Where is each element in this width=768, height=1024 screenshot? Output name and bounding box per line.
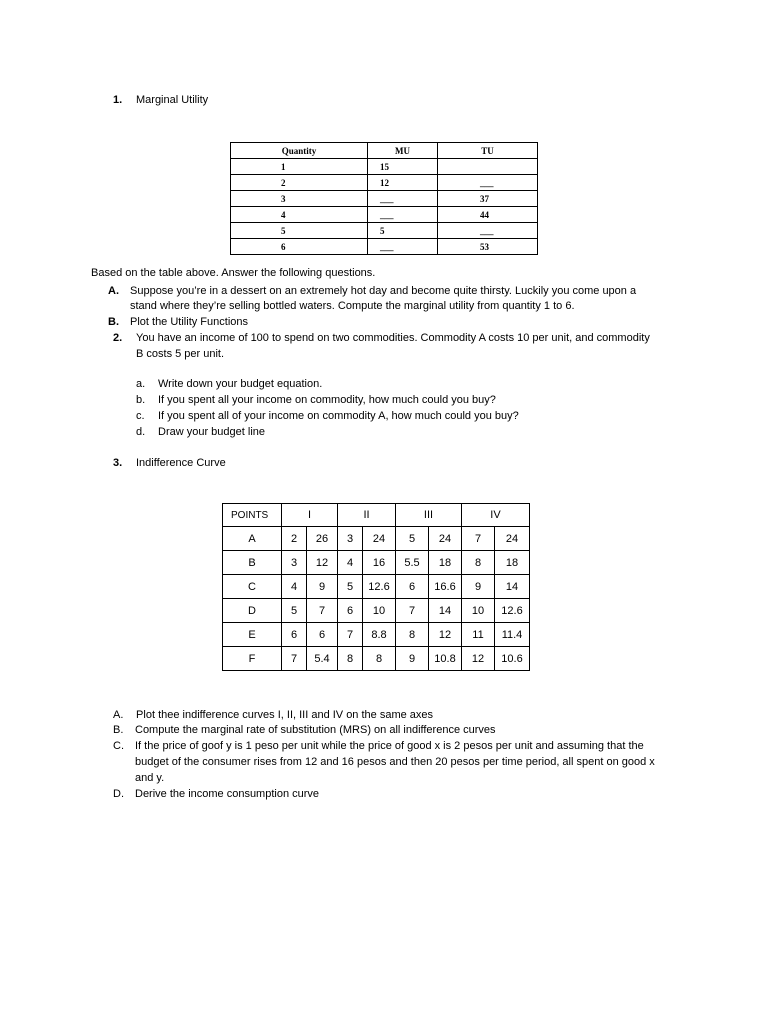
- value-cell: 14: [429, 599, 462, 623]
- table-row: [231, 207, 538, 223]
- table-row: [223, 527, 530, 551]
- value-cell: 18: [429, 551, 462, 575]
- point-label-cell: C: [223, 575, 282, 599]
- value-cell: 5.5: [396, 551, 429, 575]
- value-cell: 4: [282, 575, 307, 599]
- section-2-line-1: You have an income of 100 to spend on two commodities. Commodity A costs 10 per unit, and commodity: [136, 332, 650, 344]
- table-row: [223, 647, 530, 671]
- value-cell: 5: [396, 527, 429, 551]
- mu-cell: 15: [368, 159, 438, 175]
- value-cell: 12: [429, 623, 462, 647]
- value-cell: 9: [462, 575, 495, 599]
- column-header-mu: MU: [368, 143, 438, 159]
- q3-a-letter: A.: [113, 709, 124, 721]
- tu-cell: ___: [438, 175, 538, 191]
- section-1-number: 1.: [113, 94, 123, 106]
- value-cell: 12: [462, 647, 495, 671]
- q2-d-letter: d.: [136, 426, 146, 438]
- mu-cell: 12: [368, 175, 438, 191]
- value-cell: 8: [338, 647, 363, 671]
- value-cell: 7: [307, 599, 338, 623]
- q3-d-letter: D.: [113, 788, 124, 800]
- table-row: [223, 623, 530, 647]
- value-cell: 3: [282, 551, 307, 575]
- quantity-cell: 1: [231, 159, 368, 175]
- value-cell: 7: [462, 527, 495, 551]
- q2-d-text: Draw your budget line: [158, 426, 266, 438]
- q1-b-text: Plot the Utility Functions: [130, 316, 248, 328]
- q2-b-text: If you spent all your income on commodity, how much could you buy?: [158, 394, 496, 406]
- table-row: [223, 551, 530, 575]
- tu-cell: 44: [438, 207, 538, 223]
- section-3-title: Indifference Curve: [136, 457, 226, 469]
- tu-cell: ___: [438, 223, 538, 239]
- q2-a-text: Write down your budget equation.: [158, 378, 323, 390]
- mu-cell: ___: [368, 191, 438, 207]
- quantity-cell: 4: [231, 207, 368, 223]
- q1-a-line-1: Suppose you’re in a dessert on an extremely hot day and become quite thirsty. Luckily you come upon a: [130, 285, 637, 297]
- value-cell: 2: [282, 527, 307, 551]
- table-row: [223, 575, 530, 599]
- tu-cell: [438, 159, 538, 175]
- value-cell: 10: [462, 599, 495, 623]
- mu-cell: 5: [368, 223, 438, 239]
- value-cell: 5: [282, 599, 307, 623]
- table-row: [231, 223, 538, 239]
- value-cell: 7: [338, 623, 363, 647]
- quantity-cell: 6: [231, 239, 368, 255]
- value-cell: 24: [363, 527, 396, 551]
- value-cell: 10: [363, 599, 396, 623]
- table-row: [231, 239, 538, 255]
- column-header-curve-ii: II: [338, 504, 396, 527]
- point-label-cell: D: [223, 599, 282, 623]
- point-label-cell: E: [223, 623, 282, 647]
- table-row: [231, 175, 538, 191]
- intro-text: Based on the table above. Answer the following questions.: [91, 267, 376, 279]
- value-cell: 12.6: [495, 599, 530, 623]
- q3-c-line-3: and y.: [135, 772, 165, 784]
- table-row: [231, 191, 538, 207]
- q3-a-text: Plot thee indifference curves I, II, III and IV on the same axes: [133, 709, 434, 721]
- value-cell: 3: [338, 527, 363, 551]
- point-label-cell: F: [223, 647, 282, 671]
- value-cell: 9: [396, 647, 429, 671]
- q1-a-letter: A.: [108, 285, 119, 297]
- q1-b-letter: B.: [108, 316, 119, 328]
- value-cell: 14: [495, 575, 530, 599]
- quantity-cell: 3: [231, 191, 368, 207]
- tu-cell: 53: [438, 239, 538, 255]
- table-row: [223, 599, 530, 623]
- value-cell: 7: [396, 599, 429, 623]
- q3-c-line-2: budget of the consumer rises from 12 and 16 pesos and then 20 pesos per time period, all spent on good x: [135, 756, 655, 768]
- value-cell: 9: [307, 575, 338, 599]
- q2-b-letter: b.: [136, 394, 146, 406]
- value-cell: 12.6: [363, 575, 396, 599]
- value-cell: 11: [462, 623, 495, 647]
- value-cell: 6: [338, 599, 363, 623]
- value-cell: 5: [338, 575, 363, 599]
- value-cell: 16: [363, 551, 396, 575]
- indifference-curve-table: [222, 503, 530, 671]
- value-cell: 8: [363, 647, 396, 671]
- q2-a-letter: a.: [136, 378, 146, 390]
- value-cell: 4: [338, 551, 363, 575]
- table-header-row: [223, 504, 530, 527]
- column-header-quantity: Quantity: [231, 143, 368, 159]
- value-cell: 24: [429, 527, 462, 551]
- column-header-curve-iv: IV: [462, 504, 530, 527]
- point-label-cell: A: [223, 527, 282, 551]
- value-cell: 24: [495, 527, 530, 551]
- q3-c-letter: C.: [113, 740, 124, 752]
- q2-c-text: If you spent all of your income on commodity A, how much could you buy?: [158, 410, 519, 422]
- value-cell: 6: [396, 575, 429, 599]
- column-header-tu: TU: [438, 143, 538, 159]
- column-header-curve-i: I: [282, 504, 338, 527]
- value-cell: 12: [307, 551, 338, 575]
- value-cell: 7: [282, 647, 307, 671]
- mu-cell: ___: [368, 207, 438, 223]
- column-header-points: POINTS: [223, 504, 282, 527]
- value-cell: 6: [307, 623, 338, 647]
- value-cell: 10.8: [429, 647, 462, 671]
- quantity-cell: 2: [231, 175, 368, 191]
- value-cell: 5.4: [307, 647, 338, 671]
- value-cell: 8: [396, 623, 429, 647]
- q2-c-letter: c.: [136, 410, 145, 422]
- quantity-cell: 5: [231, 223, 368, 239]
- value-cell: 18: [495, 551, 530, 575]
- q3-b-letter: B.: [113, 724, 124, 736]
- q3-c-line-1: If the price of goof y is 1 peso per unit while the price of good x is 2 pesos per unit and assuming that the: [135, 740, 644, 752]
- value-cell: 26: [307, 527, 338, 551]
- value-cell: 8: [462, 551, 495, 575]
- q1-a-line-2: stand where they’re selling bottled waters. Compute the marginal utility from quantity 1 to 6.: [130, 300, 575, 312]
- q3-d-text: Derive the income consumption curve: [135, 788, 320, 800]
- marginal-utility-table: [230, 142, 538, 255]
- value-cell: 16.6: [429, 575, 462, 599]
- section-1-title: Marginal Utility: [136, 94, 209, 106]
- value-cell: 10.6: [495, 647, 530, 671]
- tu-cell: 37: [438, 191, 538, 207]
- section-3-number: 3.: [113, 457, 123, 469]
- mu-cell: ___: [368, 239, 438, 255]
- table-header-row: [231, 143, 538, 159]
- value-cell: 8.8: [363, 623, 396, 647]
- value-cell: 6: [282, 623, 307, 647]
- section-2-line-2: B costs 5 per unit.: [136, 348, 225, 360]
- table-row: [231, 159, 538, 175]
- column-header-curve-iii: III: [396, 504, 462, 527]
- value-cell: 11.4: [495, 623, 530, 647]
- section-2-number: 2.: [113, 332, 123, 344]
- point-label-cell: B: [223, 551, 282, 575]
- q3-b-text: Compute the marginal rate of substitution (MRS) on all indifference curves: [135, 724, 496, 736]
